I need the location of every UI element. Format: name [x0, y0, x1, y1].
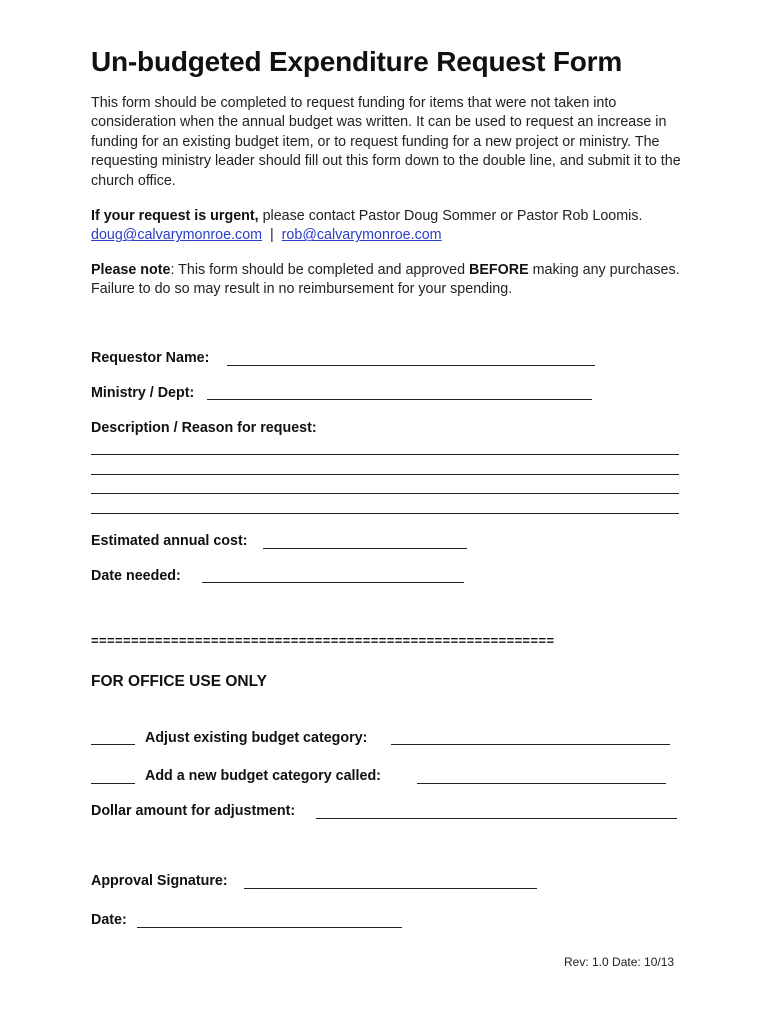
office-use-heading: FOR OFFICE USE ONLY	[91, 673, 267, 690]
dollar-amount-line[interactable]	[316, 818, 677, 819]
requestor-name-label: Requestor Name:	[91, 350, 210, 366]
date-label: Date:	[91, 912, 127, 928]
email-doug-link[interactable]: doug@calvarymonroe.com	[91, 227, 263, 244]
note-before: BEFORE	[469, 262, 529, 278]
estimated-cost-line[interactable]	[263, 548, 467, 549]
email-rob-link[interactable]: rob@calvarymonroe.com	[281, 227, 442, 244]
date-line[interactable]	[137, 927, 402, 928]
description-line-2[interactable]	[91, 474, 679, 475]
ministry-dept-label: Ministry / Dept:	[91, 385, 195, 401]
note-label: Please note	[91, 262, 171, 278]
urgent-label: If your request is urgent,	[91, 208, 259, 224]
urgent-text: please contact Pastor Doug Sommer or Pastor Rob Loomis.	[258, 208, 643, 224]
email-separator: |	[262, 227, 282, 244]
date-needed-label: Date needed:	[91, 568, 181, 584]
revision-footer: Rev: 1.0 Date: 10/13	[564, 955, 675, 969]
description-line-3[interactable]	[91, 493, 679, 494]
adjust-existing-label: Adjust existing budget category:	[145, 730, 368, 746]
note-text-1: : This form should be completed and approved	[170, 262, 470, 278]
add-new-label: Add a new budget category called:	[145, 768, 381, 784]
approval-signature-label: Approval Signature:	[91, 873, 228, 889]
date-needed-line[interactable]	[202, 582, 464, 583]
description-line-4[interactable]	[91, 513, 679, 514]
approval-signature-line[interactable]	[244, 888, 537, 889]
requestor-name-line[interactable]	[227, 365, 595, 366]
add-new-check-line[interactable]	[91, 783, 135, 784]
double-line-divider: ==========================================================	[91, 633, 555, 648]
ministry-dept-line[interactable]	[207, 399, 592, 400]
adjust-existing-line[interactable]	[391, 744, 670, 745]
note-paragraph	[91, 261, 691, 300]
add-new-line[interactable]	[417, 783, 666, 784]
dollar-amount-label: Dollar amount for adjustment:	[91, 803, 296, 819]
description-line-1[interactable]	[91, 454, 679, 455]
adjust-existing-check-line[interactable]	[91, 744, 135, 745]
intro-paragraph: This form should be completed to request funding for items that were not taken into consideration when the annual budget was written. It can be used to request an increase in funding for an existing budget item, or to request funding for a new project or ministry. The requesting ministry leader should fill out this form down to the double line, and submit it to the church office.	[91, 95, 681, 189]
note-text-2: making any purchases. Failure to do so may result in no reimbursement for your spending.	[91, 262, 680, 298]
description-label: Description / Reason for request:	[91, 420, 317, 436]
estimated-cost-label: Estimated annual cost:	[91, 533, 248, 549]
urgent-paragraph	[91, 207, 691, 246]
page-title: Un-budgeted Expenditure Request Form	[91, 46, 623, 77]
